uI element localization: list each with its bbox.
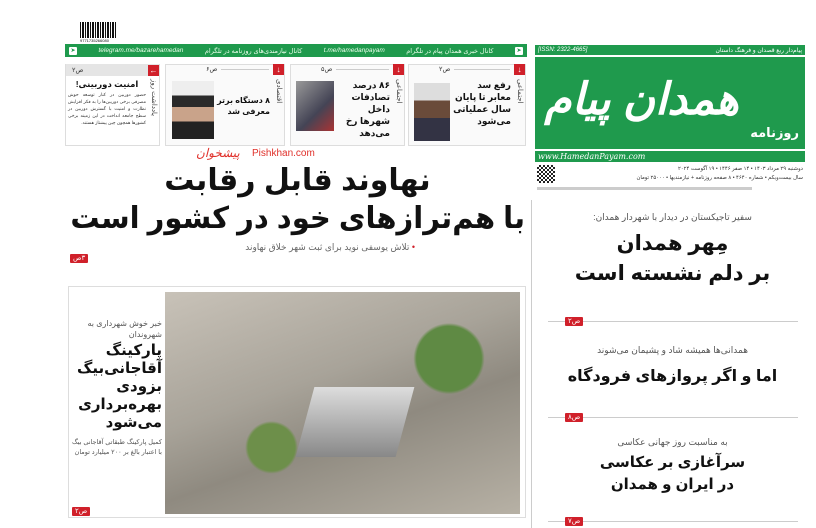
story-1[interactable] <box>545 344 800 390</box>
crash-photo <box>296 81 334 131</box>
story-headline: بر دلم نشسته است <box>574 262 771 285</box>
story-kicker: سفیر تاجیکستان در دیدار با شهردار همدان: <box>593 212 752 222</box>
story-kicker: همدانی‌ها همیشه شاد و پشیمان می‌شوند <box>597 345 748 355</box>
teaser-title: رفع سد معابر تا پایان سال عملیاتی می‌شود <box>453 80 511 126</box>
teaser-2[interactable] <box>165 64 285 146</box>
editorial-box[interactable] <box>65 64 160 146</box>
barcode-number: 9771735266080 <box>80 38 109 43</box>
photo-story-body: کمیل پارکینگ طبقاتی آقاجانی بیگ با اعتبار بالغ بر ۲۰۰ میلیارد تومان <box>71 439 162 456</box>
main-subheadline: • تلاش یوسفی نوید برای ثبت شهر خلاق نهاوند <box>245 242 415 252</box>
section-label: یادداشت روز <box>150 79 157 117</box>
telegram-icon: ➤ <box>516 47 522 54</box>
story-headline: اما و اگر پروازهای فرودگاه <box>567 368 778 385</box>
headline-line-2: با هم‌ترازهای خود در کشور است <box>70 202 526 235</box>
photo-story-headline: پارکینگ آقاجانی‌بیگ بزودی بهره‌برداری می‌شود <box>77 342 162 431</box>
portrait-photo <box>414 83 450 141</box>
arrow-down-icon: ↓ <box>393 64 404 75</box>
main-headline[interactable] <box>70 162 525 263</box>
arrow-down-icon: ↓ <box>514 64 525 75</box>
telegram-icon: ➤ <box>70 47 76 54</box>
watermark-logo: پیشخوان <box>196 146 240 160</box>
section-label: اجتماعی <box>395 79 402 104</box>
page-tag: ۲ص <box>72 507 90 516</box>
telegram-right-label: کانال خبری همدان پیام در تلگرام <box>406 47 494 55</box>
teaser-title: ۸۶ درصد تصادفات داخل شهرها رخ می‌دهد <box>345 80 390 138</box>
teaser-title: ۸ دستگاه برتر معرفی شد <box>217 96 270 116</box>
telegram-left-label: کانال نیازمندی‌های روزنامه در تلگرام <box>204 47 303 55</box>
divider <box>548 417 798 418</box>
page-ref: ۲ص <box>72 67 84 74</box>
teaser-0[interactable] <box>408 64 526 146</box>
newspaper-name: همدان پیام <box>544 75 739 124</box>
portrait-photo <box>172 81 214 139</box>
aerial-city-photo <box>165 292 520 514</box>
editorial-title: امنیت دوربینی! <box>75 79 139 89</box>
issn: [ISSN: 2322-4665] <box>538 47 588 53</box>
divider <box>548 321 798 322</box>
teaser-1[interactable] <box>290 64 405 146</box>
story-0[interactable] <box>545 211 800 289</box>
telegram-bar <box>65 44 527 57</box>
photo-story-kicker: خبر خوش شهرداری به شهروندان <box>87 319 162 339</box>
subheadline-text: تلاش یوسفی نوید برای ثبت شهر خلاق نهاوند <box>245 242 410 252</box>
editorial-body: حضور دوربین در کنار توسعه حوش مصرفی برخی دوربین‌ها را به فکر افزایش نظارت و امنیت با گسترش دوربین در سطح جامعه انداخت در این زمینه برخی کشورها همچون چین پیشتاز هستند. <box>68 92 146 125</box>
headline-line-1: نهاوند قابل رقابت <box>164 164 431 197</box>
story-headline: در ایران و همدان <box>610 476 735 493</box>
issue-line: سال بیست‌ویکم • شماره ۴۶۴۰ • ۸ صفحه روزنامه + نیازمندیها • ۲۵۰۰۰ تومان <box>636 175 803 181</box>
photo-story-text <box>70 318 162 458</box>
story-2[interactable] <box>545 436 800 496</box>
page-ref: ۶ص <box>206 66 218 73</box>
barcode <box>80 22 116 38</box>
story-headline: مِهر همدان <box>616 232 729 255</box>
page-tag: ۳ص <box>70 254 88 263</box>
masthead <box>535 45 805 195</box>
tagline: پیام‌دار ربع قصدان و فرهنگ داستان <box>715 47 802 54</box>
column-divider <box>531 200 532 528</box>
qr-code <box>537 165 555 183</box>
section-label: اجتماعی <box>516 79 523 104</box>
story-kicker: به مناسبت روز جهانی عکاسی <box>617 437 728 447</box>
building-shape <box>296 387 415 457</box>
date-line: دوشنبه ۲۹ مرداد ۱۴۰۳ • ۱۴ صفر ۱۴۴۶ • ۱۹ آگوست ۲۰۲۴ <box>677 166 803 172</box>
page-ref: ۲ص <box>439 66 451 73</box>
page-tag: ۷ص <box>565 517 583 526</box>
page-tag: ۸ص <box>565 413 583 422</box>
page-ref: ۵ص <box>321 66 333 73</box>
arrow-down-icon: ↓ <box>273 64 284 75</box>
arrow-left-icon: ← <box>149 65 158 75</box>
editorial-content <box>68 79 146 126</box>
telegram-right-url[interactable]: t.me/hamedanpayam <box>323 47 385 54</box>
telegram-left-url[interactable]: telegram.me/bazarehamedan <box>98 47 184 54</box>
watermark-url: Pishkhan.com <box>252 148 315 159</box>
story-headline: سرآغازی بر عکاسی <box>599 454 746 471</box>
divider <box>548 521 798 522</box>
divider <box>537 187 752 190</box>
masthead-small: روزنامه <box>750 125 799 140</box>
section-label: اقتصادی <box>275 79 282 104</box>
website-url[interactable]: www.HamedanPayam.com <box>535 151 805 162</box>
page-tag: ۲ص <box>565 317 583 326</box>
